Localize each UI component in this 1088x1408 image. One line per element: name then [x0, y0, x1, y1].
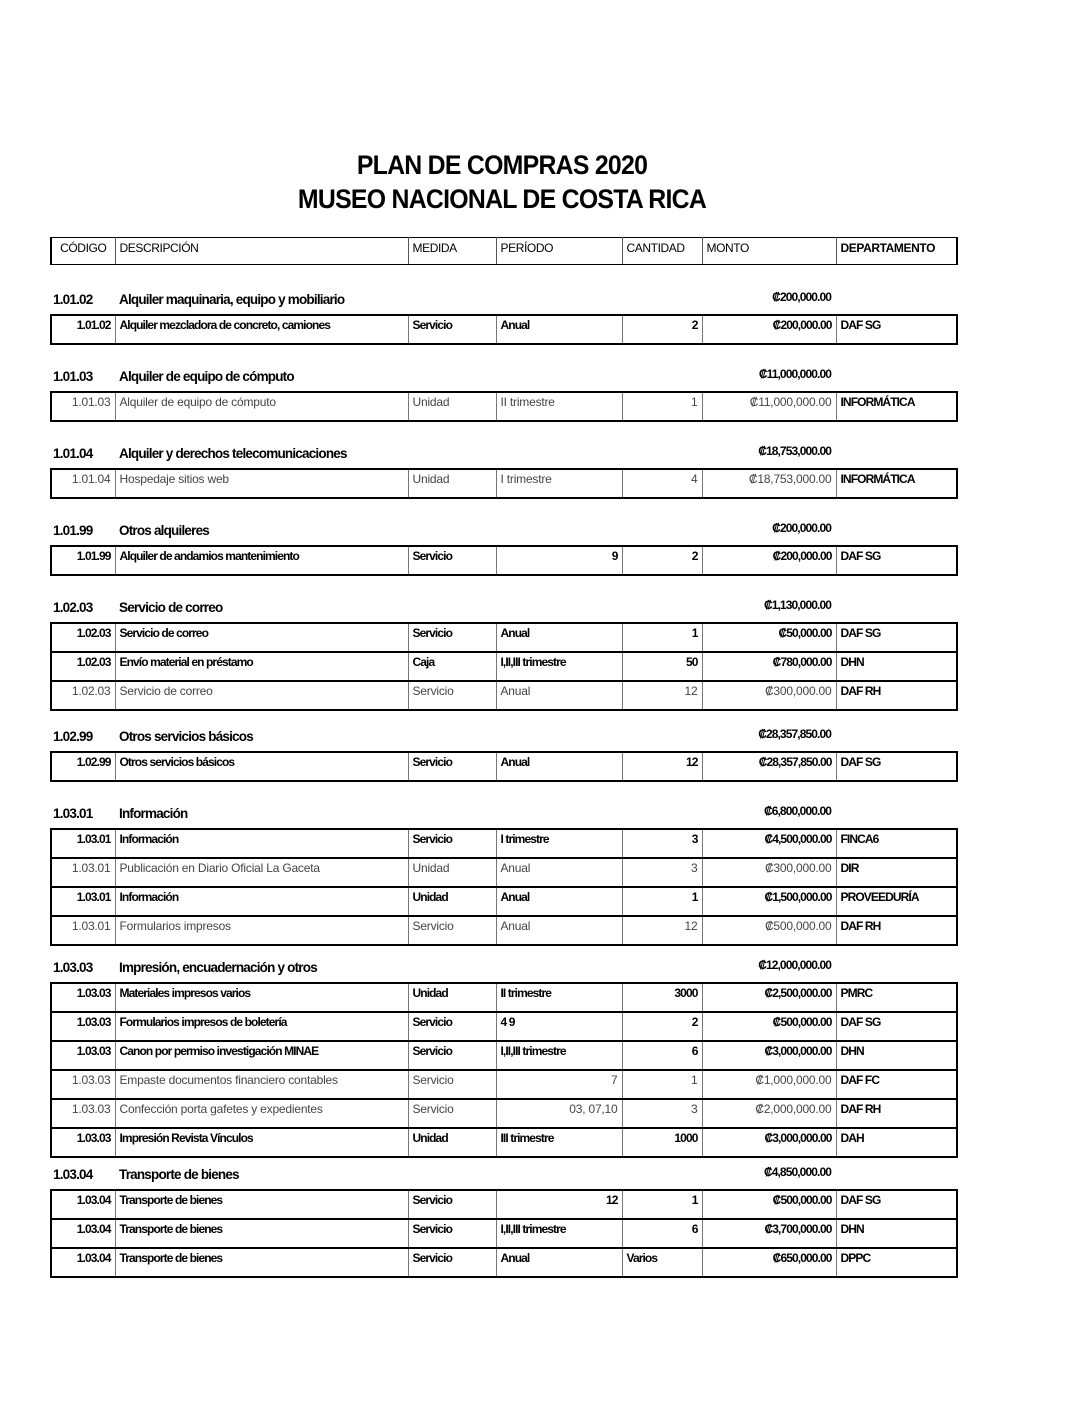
section-name: Información [119, 806, 188, 821]
cell-monto: ₡200,000.00 [702, 546, 836, 575]
cell-medida: Unidad [408, 1128, 496, 1157]
cell-periodo: Anual [496, 858, 622, 887]
cell-descripcion: Hospedaje sitios web [115, 469, 408, 498]
cell-descripcion: Servicio de correo [115, 681, 408, 710]
cell-departamento: DPPC [836, 1248, 957, 1277]
cell-codigo: 1.03.01 [51, 858, 115, 887]
cell-cantidad: Varios [622, 1248, 702, 1277]
cell-monto: ₡300,000.00 [702, 858, 836, 887]
cell-monto: ₡3,000,000.00 [702, 1041, 836, 1070]
cell-monto: ₡650,000.00 [702, 1248, 836, 1277]
cell-medida: Servicio [408, 315, 496, 344]
cell-cantidad: 12 [622, 752, 702, 781]
table-row [51, 1219, 957, 1248]
section-total: ₡200,000.00 [772, 290, 831, 304]
cell-descripcion: Confección porta gafetes y expedientes [115, 1099, 408, 1128]
cell-monto: ₡500,000.00 [702, 1190, 836, 1219]
cell-periodo: 9 [496, 546, 622, 575]
cell-departamento: DAF FC [836, 1070, 957, 1099]
section-header [50, 600, 956, 620]
cell-codigo: 1.03.03 [51, 1041, 115, 1070]
section-total: ₡200,000.00 [772, 521, 831, 535]
cell-periodo: Anual [496, 315, 622, 344]
table-row [51, 392, 957, 421]
table-row [51, 752, 957, 781]
table-row [51, 623, 957, 652]
cell-medida: Unidad [408, 858, 496, 887]
cell-monto: ₡2,500,000.00 [702, 983, 836, 1012]
section-name: Transporte de bienes [119, 1167, 239, 1182]
section-code: 1.03.04 [53, 1167, 93, 1182]
cell-departamento: INFORMÁTICA [836, 469, 957, 498]
cell-monto: ₡11,000,000.00 [702, 392, 836, 421]
cell-departamento: DHN [836, 1219, 957, 1248]
cell-codigo: 1.01.99 [51, 546, 115, 575]
section-table [50, 468, 958, 499]
cell-departamento: DAF SG [836, 752, 957, 781]
section-total: ₡6,800,000.00 [763, 804, 831, 818]
cell-codigo: 1.01.04 [51, 469, 115, 498]
cell-departamento: PROVEEDURÍA [836, 887, 957, 916]
section-header [50, 369, 956, 389]
cell-medida: Caja [408, 652, 496, 681]
cell-medida: Servicio [408, 546, 496, 575]
cell-descripcion: Información [115, 887, 408, 916]
cell-descripcion: Otros servicios básicos [115, 752, 408, 781]
section-table [50, 751, 958, 782]
cell-descripcion: Transporte de bienes [115, 1219, 408, 1248]
cell-descripcion: Información [115, 829, 408, 858]
section-code: 1.01.04 [53, 446, 93, 461]
cell-cantidad: 1 [622, 392, 702, 421]
cell-codigo: 1.03.03 [51, 1070, 115, 1099]
cell-codigo: 1.01.02 [51, 315, 115, 344]
section-code: 1.02.99 [53, 729, 93, 744]
cell-periodo: I,II,III trimestre [496, 1219, 622, 1248]
cell-medida: Servicio [408, 1070, 496, 1099]
cell-periodo: Anual [496, 916, 622, 945]
cell-medida: Unidad [408, 983, 496, 1012]
cell-codigo: 1.03.03 [51, 983, 115, 1012]
cell-codigo: 1.01.03 [51, 392, 115, 421]
cell-departamento: PMRC [836, 983, 957, 1012]
cell-periodo: 12 [496, 1190, 622, 1219]
table-row [51, 469, 957, 498]
cell-medida: Servicio [408, 681, 496, 710]
table-row [51, 1070, 957, 1099]
cell-departamento: DIR [836, 858, 957, 887]
section-name: Servicio de correo [119, 600, 223, 615]
cell-codigo: 1.03.04 [51, 1248, 115, 1277]
cell-cantidad: 50 [622, 652, 702, 681]
cell-monto: ₡3,700,000.00 [702, 1219, 836, 1248]
cell-descripcion: Formularios impresos [115, 916, 408, 945]
cell-cantidad: 1 [622, 1070, 702, 1099]
section-code: 1.01.03 [53, 369, 93, 384]
table-row [51, 1012, 957, 1041]
cell-medida: Servicio [408, 1041, 496, 1070]
section-total: ₡28,357,850.00 [758, 727, 831, 741]
cell-monto: ₡3,000,000.00 [702, 1128, 836, 1157]
cell-medida: Servicio [408, 623, 496, 652]
cell-periodo: Anual [496, 752, 622, 781]
cell-cantidad: 1000 [622, 1128, 702, 1157]
cell-cantidad: 6 [622, 1041, 702, 1070]
table-row [51, 681, 957, 710]
cell-cantidad: 12 [622, 916, 702, 945]
table-row [51, 652, 957, 681]
cell-departamento: FINCA6 [836, 829, 957, 858]
section-code: 1.03.03 [53, 960, 93, 975]
section-code: 1.01.02 [53, 292, 93, 307]
cell-monto: ₡28,357,850.00 [702, 752, 836, 781]
cell-departamento: DAH [836, 1128, 957, 1157]
cell-cantidad: 6 [622, 1219, 702, 1248]
cell-cantidad: 3 [622, 858, 702, 887]
section-table [50, 1189, 958, 1278]
cell-departamento: DAF SG [836, 315, 957, 344]
cell-cantidad: 3000 [622, 983, 702, 1012]
cell-departamento: DHN [836, 652, 957, 681]
cell-cantidad: 3 [622, 829, 702, 858]
cell-descripcion: Formularios impresos de boletería [115, 1012, 408, 1041]
table-row [51, 315, 957, 344]
cell-medida: Unidad [408, 469, 496, 498]
cell-cantidad: 12 [622, 681, 702, 710]
header-codigo: CÓDIGO [51, 238, 115, 265]
table-row [51, 858, 957, 887]
document-title: PLAN DE COMPRAS 2020 [356, 150, 648, 180]
section-code: 1.01.99 [53, 523, 93, 538]
cell-descripcion: Transporte de bienes [115, 1190, 408, 1219]
cell-codigo: 1.03.03 [51, 1012, 115, 1041]
cell-cantidad: 2 [622, 546, 702, 575]
cell-descripcion: Canon por permiso investigación MINAE [115, 1041, 408, 1070]
cell-codigo: 1.02.99 [51, 752, 115, 781]
cell-descripcion: Alquiler mezcladora de concreto, camiones [115, 315, 408, 344]
cell-descripcion: Servicio de correo [115, 623, 408, 652]
cell-codigo: 1.02.03 [51, 623, 115, 652]
section-header [50, 729, 956, 749]
cell-monto: ₡500,000.00 [702, 1012, 836, 1041]
cell-descripcion: Impresión Revista Vínculos [115, 1128, 408, 1157]
section-table [50, 982, 958, 1158]
cell-monto: ₡200,000.00 [702, 315, 836, 344]
section-name: Otros alquileres [119, 523, 209, 538]
cell-periodo: III trimestre [496, 1128, 622, 1157]
cell-periodo: Anual [496, 681, 622, 710]
cell-codigo: 1.03.01 [51, 829, 115, 858]
cell-periodo: I trimestre [496, 829, 622, 858]
cell-medida: Servicio [408, 1219, 496, 1248]
cell-periodo: II trimestre [496, 983, 622, 1012]
cell-descripcion: Empaste documentos financiero contables [115, 1070, 408, 1099]
section-table [50, 391, 958, 422]
cell-codigo: 1.03.04 [51, 1219, 115, 1248]
cell-cantidad: 3 [622, 1099, 702, 1128]
cell-periodo: 03, 07,10 [496, 1099, 622, 1128]
cell-departamento: DAF SG [836, 1190, 957, 1219]
section-name: Impresión, encuadernación y otros [119, 960, 317, 975]
section-header [50, 446, 956, 466]
section-name: Otros servicios básicos [119, 729, 253, 744]
cell-departamento: DAF RH [836, 1099, 957, 1128]
section-code: 1.02.03 [53, 600, 93, 615]
cell-departamento: DHN [836, 1041, 957, 1070]
cell-medida: Unidad [408, 392, 496, 421]
section-code: 1.03.01 [53, 806, 93, 821]
column-header-row [51, 238, 957, 265]
table-row [51, 1128, 957, 1157]
cell-monto: ₡1,500,000.00 [702, 887, 836, 916]
cell-periodo: II trimestre [496, 392, 622, 421]
cell-medida: Servicio [408, 916, 496, 945]
cell-departamento: DAF SG [836, 623, 957, 652]
header-medida: MEDIDA [408, 238, 496, 265]
section-total: ₡1,130,000.00 [763, 598, 831, 612]
cell-periodo: Anual [496, 887, 622, 916]
table-row [51, 546, 957, 575]
cell-periodo: Anual [496, 623, 622, 652]
cell-monto: ₡18,753,000.00 [702, 469, 836, 498]
section-total: ₡12,000,000.00 [758, 958, 831, 972]
cell-cantidad: 2 [622, 315, 702, 344]
section-name: Alquiler de equipo de cómputo [119, 369, 294, 384]
section-table [50, 314, 958, 345]
cell-medida: Unidad [408, 887, 496, 916]
cell-monto: ₡2,000,000.00 [702, 1099, 836, 1128]
section-table [50, 622, 958, 711]
section-table [50, 545, 958, 576]
document-subtitle: MUSEO NACIONAL DE COSTA RICA [297, 184, 707, 214]
cell-descripcion: Envío material en préstamo [115, 652, 408, 681]
cell-monto: ₡500,000.00 [702, 916, 836, 945]
header-descripcion: DESCRIPCIÓN [115, 238, 408, 265]
table-row [51, 1041, 957, 1070]
cell-descripcion: Materiales impresos varios [115, 983, 408, 1012]
column-header-table [50, 237, 958, 265]
section-total: ₡4,850,000.00 [763, 1165, 831, 1179]
section-table [50, 828, 958, 946]
cell-descripcion: Publicación en Diario Oficial La Gaceta [115, 858, 408, 887]
cell-codigo: 1.03.01 [51, 887, 115, 916]
table-row [51, 1099, 957, 1128]
cell-monto: ₡4,500,000.00 [702, 829, 836, 858]
cell-codigo: 1.03.01 [51, 916, 115, 945]
cell-departamento: DAF RH [836, 916, 957, 945]
section-total: ₡18,753,000.00 [758, 444, 831, 458]
section-name: Alquiler maquinaria, equipo y mobiliario [119, 292, 345, 307]
header-departamento: DEPARTAMENTO [836, 238, 957, 265]
table-row [51, 916, 957, 945]
cell-medida: Servicio [408, 1248, 496, 1277]
cell-cantidad: 1 [622, 623, 702, 652]
header-monto: MONTO [702, 238, 836, 265]
cell-medida: Servicio [408, 1190, 496, 1219]
cell-periodo: 7 [496, 1070, 622, 1099]
section-header [50, 523, 956, 543]
cell-monto: ₡300,000.00 [702, 681, 836, 710]
cell-periodo: I,II,III trimestre [496, 1041, 622, 1070]
section-header [50, 806, 956, 826]
cell-codigo: 1.03.04 [51, 1190, 115, 1219]
cell-departamento: DAF RH [836, 681, 957, 710]
cell-codigo: 1.03.03 [51, 1099, 115, 1128]
cell-departamento: INFORMÁTICA [836, 392, 957, 421]
table-row [51, 887, 957, 916]
cell-codigo: 1.03.03 [51, 1128, 115, 1157]
cell-monto: ₡780,000.00 [702, 652, 836, 681]
cell-departamento: DAF SG [836, 1012, 957, 1041]
section-header [50, 292, 956, 312]
section-name: Alquiler y derechos telecomunicaciones [119, 446, 347, 461]
cell-cantidad: 2 [622, 1012, 702, 1041]
table-row [51, 829, 957, 858]
cell-codigo: 1.02.03 [51, 681, 115, 710]
table-row [51, 1190, 957, 1219]
cell-monto: ₡1,000,000.00 [702, 1070, 836, 1099]
cell-medida: Servicio [408, 1012, 496, 1041]
cell-cantidad: 1 [622, 887, 702, 916]
cell-periodo: Anual [496, 1248, 622, 1277]
cell-codigo: 1.02.03 [51, 652, 115, 681]
header-cantidad: CANTIDAD [622, 238, 702, 265]
cell-monto: ₡50,000.00 [702, 623, 836, 652]
table-row [51, 983, 957, 1012]
cell-descripcion: Alquiler de equipo de cómputo [115, 392, 408, 421]
cell-periodo: 4 9 [496, 1012, 622, 1041]
cell-descripcion: Transporte de bienes [115, 1248, 408, 1277]
cell-periodo: I,II,III trimestre [496, 652, 622, 681]
cell-periodo: I trimestre [496, 469, 622, 498]
cell-cantidad: 1 [622, 1190, 702, 1219]
section-header [50, 960, 956, 980]
cell-medida: Servicio [408, 752, 496, 781]
cell-cantidad: 4 [622, 469, 702, 498]
cell-medida: Servicio [408, 829, 496, 858]
section-header [50, 1167, 956, 1187]
cell-descripcion: Alquiler de andamios mantenimiento [115, 546, 408, 575]
cell-medida: Servicio [408, 1099, 496, 1128]
cell-departamento: DAF SG [836, 546, 957, 575]
section-total: ₡11,000,000.00 [758, 367, 831, 381]
header-periodo: PERÍODO [496, 238, 622, 265]
table-row [51, 1248, 957, 1277]
